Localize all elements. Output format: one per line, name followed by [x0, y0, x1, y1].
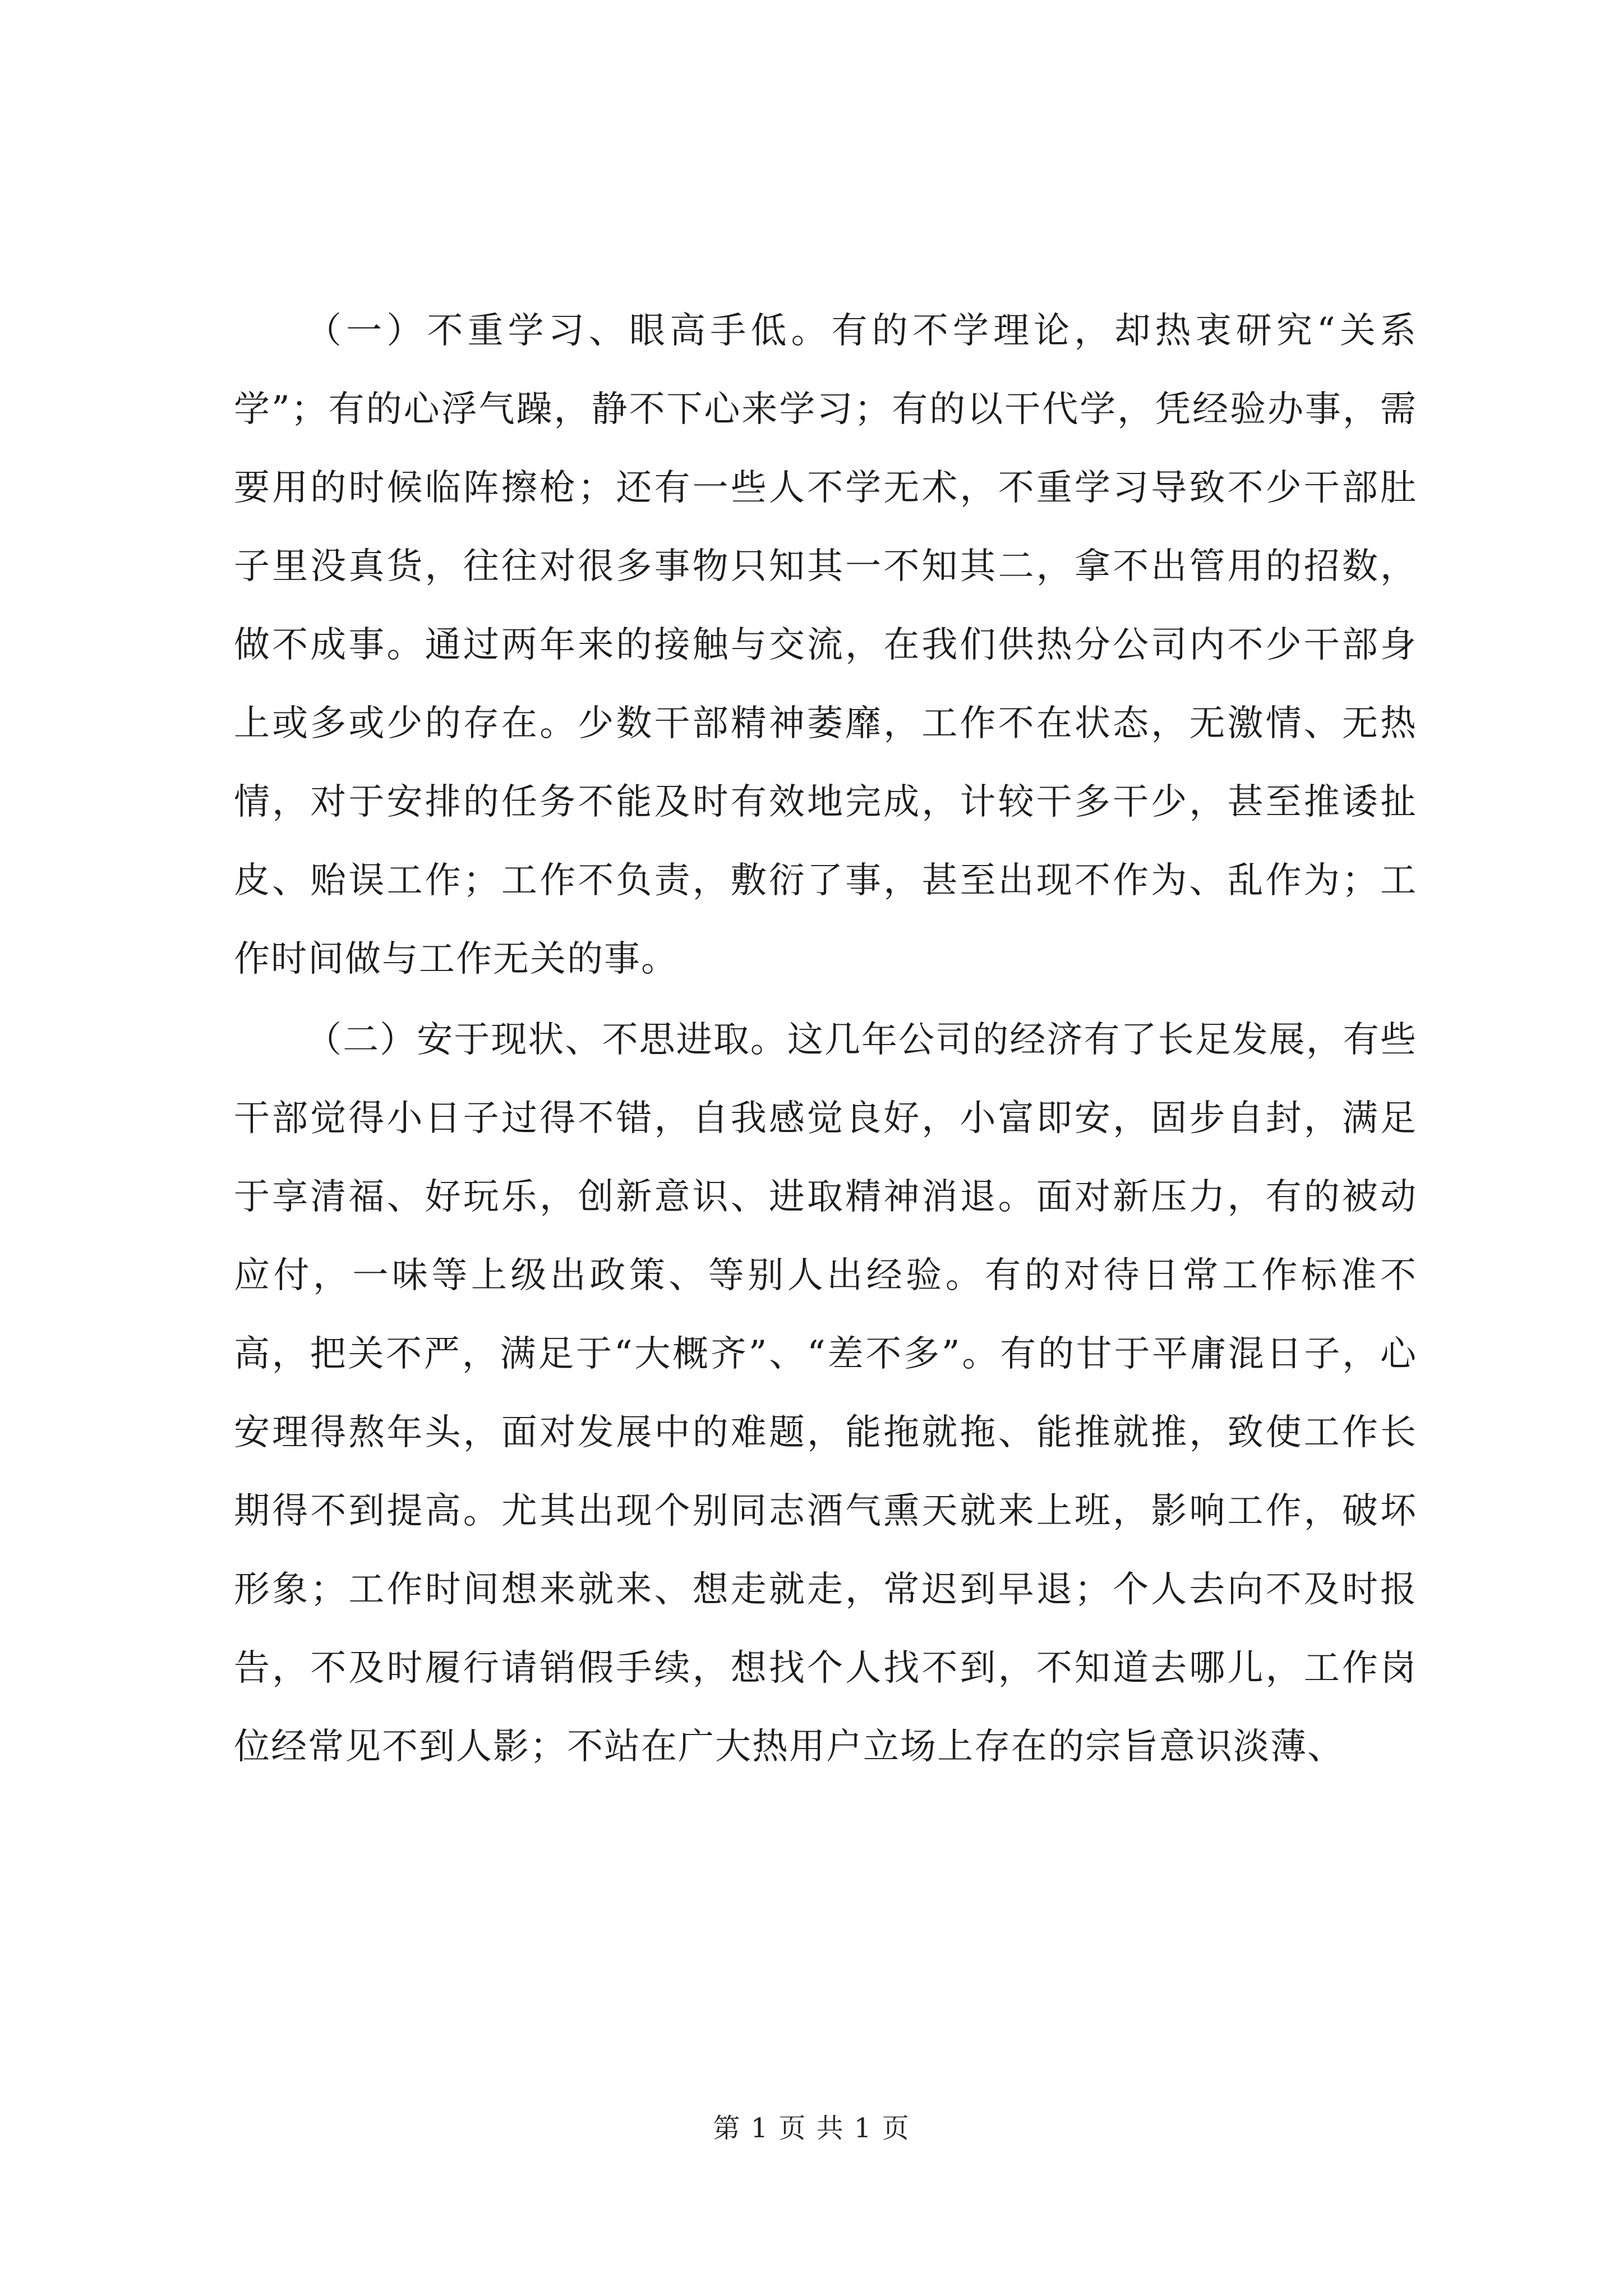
paragraph-2: （二）安于现状、不思进取。这几年公司的经济有了长足发展，有些干部觉得小日子过得不错，自我感觉良好，小富即安，固步自封，满足于享清福、好玩乐，创新意识、进取精神消退。面对新压力，有的被动应付，一味等上级出政策、等别人出经验。有的对待日常工作标准不高，把关不严，满足于“大概齐”、“差不多”。有的甘于平庸混日子，心安理得熬年头，面对发展中的难题，能拖就拖、能推就推，致使工作长期得不到提高。尤其出现个别同志酒气熏天就来上班，影响工作，破坏形象；工作时间想来就来、想走就走，常迟到早退；个人去向不及时报告，不及时履行请销假手续，想找个人找不到，不知道去哪儿，工作岗位经常见不到人影；不站在广大热用户立场上存在的宗旨意识淡薄、	[234, 1019, 1417, 1768]
page-number-footer: 第 1 页 共 1 页	[713, 2113, 910, 2144]
paragraph-1: （一）不重学习、眼高手低。有的不学理论，却热衷研究“关系学”；有的心浮气躁，静不下心来学习；有的以干代学，凭经验办事，需要用的时候临阵擦枪；还有一些人不学无术，不重学习导致不少干部肚子里没真货，往往对很多事物只知其一不知其二，拿不出管用的招数，做不成事。通过两年来的接触与交流，在我们供热分公司内不少干部身上或多或少的存在。少数干部精神萎靡，工作不在状态，无激情、无热情，对于安排的任务不能及时有效地完成，计较干多干少，甚至推诿扯皮、贻误工作；工作不负责，敷衍了事，甚至出现不作为、乱作为；工作时间做与工作无关的事。	[234, 310, 1417, 980]
document-body	[234, 292, 1417, 1786]
